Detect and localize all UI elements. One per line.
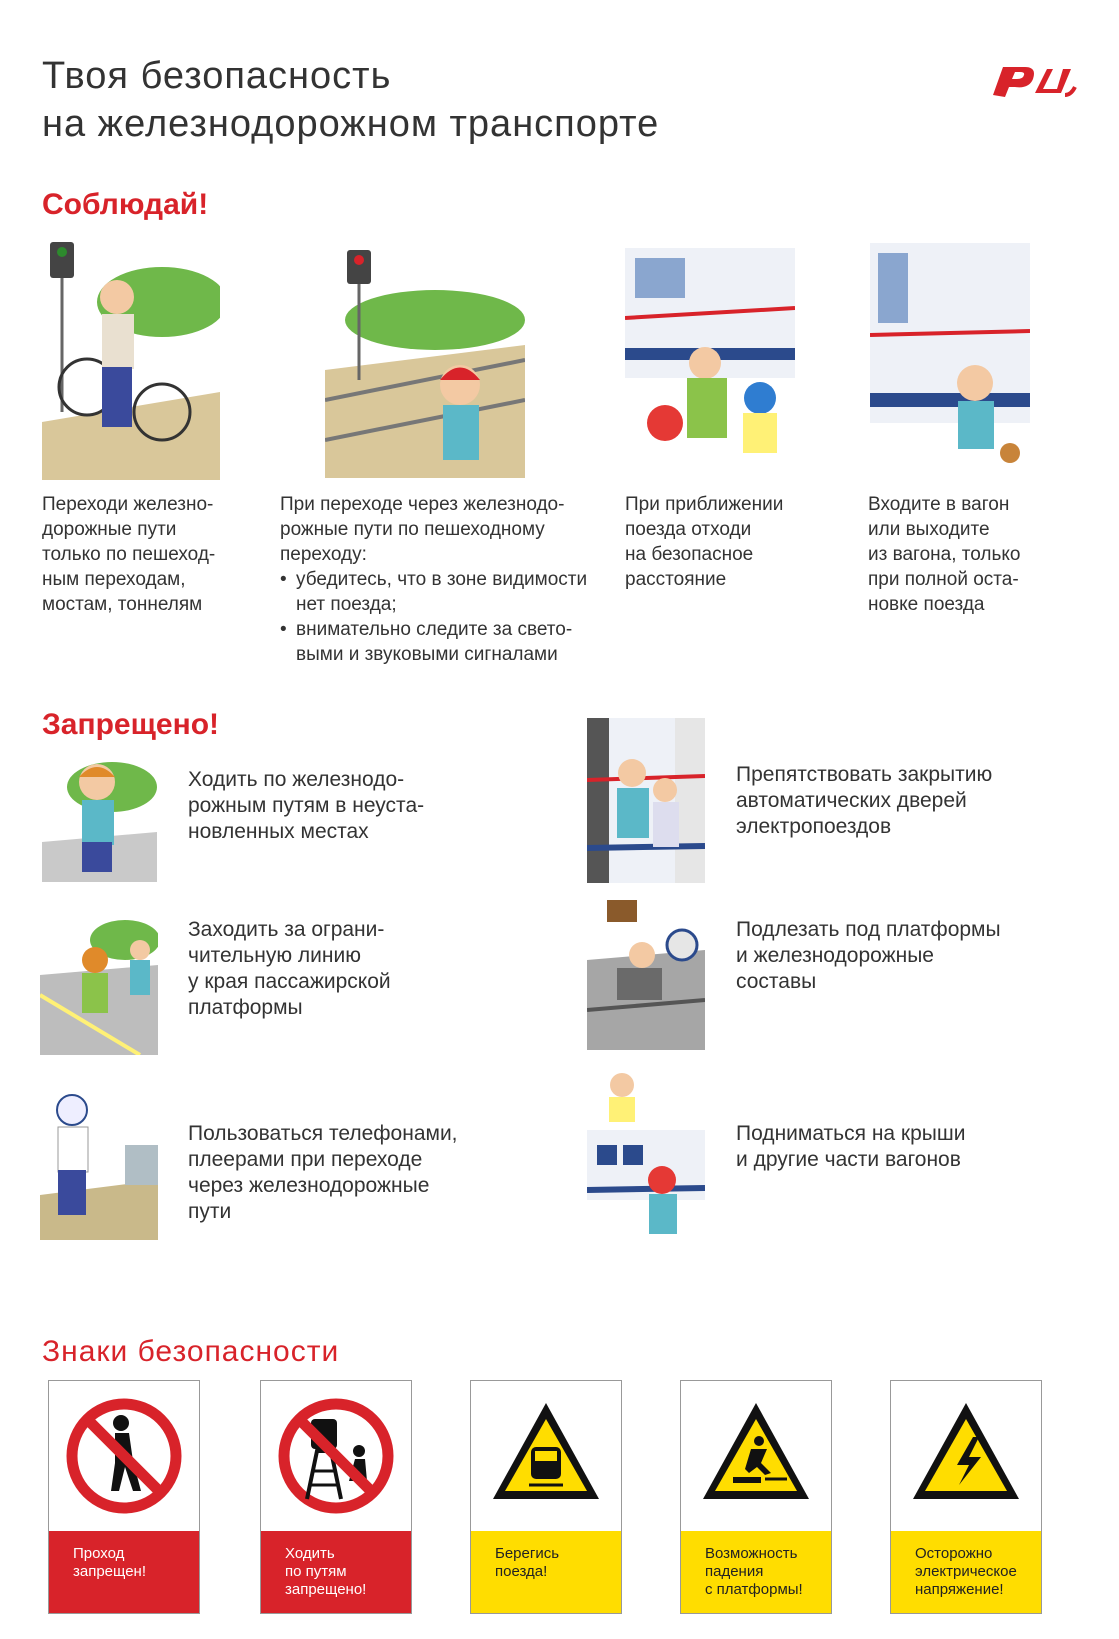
- no-walking-icon: [49, 1381, 199, 1531]
- illustration-bike-crossing: [42, 242, 220, 480]
- observe-caption-1: Переходи железно- дорожные пути только по пешеход- ным переходам, мостам, тоннелям: [42, 494, 216, 615]
- title-line-2: на железнодорожном транспорте: [42, 103, 660, 145]
- sign-band: [681, 1531, 831, 1613]
- forbidden-text-3: Заходить за ограни- чительную линию у края пассажирской платформы: [188, 918, 391, 1019]
- illustration-using-phone: [40, 1085, 158, 1240]
- forbidden-text-2: Препятствовать закрытию автоматических дверей электропоездов: [736, 763, 993, 838]
- section-heading-observe: Соблюдай!: [42, 188, 209, 221]
- rzd-logo: [985, 55, 1080, 105]
- illustration-walking-on-tracks: [42, 742, 157, 882]
- platform-fall-warning-icon: [681, 1381, 831, 1531]
- train-warning-icon: [471, 1381, 621, 1531]
- observe-caption-3: При приближении поезда отходи на безопасное расстояние: [625, 494, 784, 590]
- safety-sign-high-voltage: [890, 1380, 1042, 1614]
- forbidden-text-1: Ходить по железнодо- рожным путям в неуста- новленных местах: [188, 768, 425, 843]
- page-title: [42, 52, 659, 148]
- illustration-crawling-under: [587, 900, 705, 1050]
- sign-band: [891, 1531, 1041, 1613]
- observe-caption-2-text: При переходе через железнодо- рожные пути по пешеходному переходу:: [280, 494, 565, 565]
- forbidden-text-5: Пользоваться телефонами, плеерами при переходе через железнодорожные пути: [188, 1122, 458, 1223]
- observe-caption-4: Входите в вагон или выходите из вагона, только при полной оста- новке поезда: [868, 494, 1021, 615]
- sign-label: Возможность падения с платформы!: [705, 1545, 803, 1598]
- sign-label: Берегись поезда!: [495, 1545, 560, 1580]
- forbidden-text-6: Подниматься на крыши и другие части вагонов: [736, 1122, 966, 1171]
- observe-caption-2: [280, 492, 610, 667]
- bullet-item: • убедитесь, что в зоне видимости нет поезда;: [280, 567, 610, 617]
- section-heading-forbidden: Запрещено!: [42, 708, 220, 741]
- sign-label: Проход запрещен!: [73, 1545, 146, 1580]
- sign-band: [49, 1531, 199, 1613]
- safety-sign-beware-train: [470, 1380, 622, 1614]
- illustration-pedestrian-crossing: [325, 250, 525, 478]
- illustration-platform-edge: [40, 905, 158, 1055]
- safety-sign-no-walking-tracks: [260, 1380, 412, 1614]
- section-heading-signs: Знаки безопасности: [42, 1335, 340, 1368]
- bullet-item: • внимательно следите за свето- выми и звуковыми сигналами: [280, 617, 610, 667]
- safety-sign-no-passage: [48, 1380, 200, 1614]
- sign-band: [471, 1531, 621, 1613]
- sign-band: [261, 1531, 411, 1613]
- illustration-blocking-doors: [587, 718, 705, 883]
- sign-label: Осторожно электрическое напряжение!: [915, 1545, 1017, 1598]
- safety-sign-platform-fall: [680, 1380, 832, 1614]
- illustration-platform-distance: [625, 248, 795, 472]
- forbidden-text-4: Подлезать под платформы и железнодорожные составы: [736, 918, 1001, 993]
- high-voltage-warning-icon: [891, 1381, 1041, 1531]
- no-walking-on-tracks-icon: [261, 1381, 411, 1531]
- title-line-1: Твоя безопасность: [42, 55, 392, 97]
- sign-label: Ходить по путям запрещено!: [285, 1545, 367, 1598]
- illustration-boarding-train: [870, 243, 1030, 475]
- observe-caption-2-bullets: [280, 567, 610, 667]
- illustration-climbing-roof: [587, 1070, 705, 1240]
